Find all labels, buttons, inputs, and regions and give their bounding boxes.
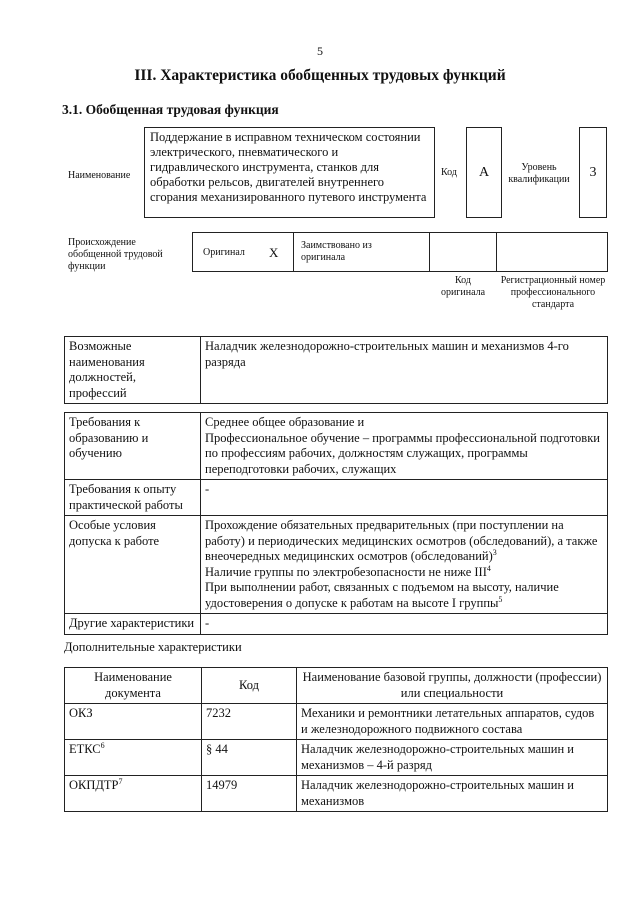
name-value: Поддержание в исправном техническом состоянии электрического, пневматического и гидравлического инструмента, станков для обработки рельсов, двигателей внутреннего сгорания механизированного путевого инструмента [144,127,435,218]
conditions-value-2 [205,565,603,581]
code-original-cell [429,232,497,272]
education-value-1: Среднее общее образование и [205,415,365,429]
education-value-cell [201,413,608,480]
conditions-value-cell [201,516,608,614]
conditions-text-1: Прохождение обязательных предварительных (при поступлении на работу) и периодических медицинских осмотров (обследований), а также внеочередных медицинских осмотров (обследований) [205,518,598,563]
additional-header-row [65,668,608,704]
reg-number-label: Регистрационный номер профессионального стандарта [500,275,606,310]
row-name: Наладчик железнодорожно-строительных машин и механизмов – 4-й разряд [297,740,608,776]
experience-row [65,480,608,516]
col-document-header: Наименование документа [65,668,202,704]
positions-table [64,336,608,404]
row-name: Механики и ремонтники летательных аппаратов, судов и железнодорожного подвижного состава [297,704,608,740]
row-code: 7232 [202,704,297,740]
other-row [65,614,608,635]
footnote-ref-4: 4 [486,563,491,573]
original-label: Оригинал [203,247,245,258]
level-label: Уровень квалификации [508,162,570,185]
conditions-label: Особые условия допуска к работе [65,516,201,614]
row-code: § 44 [202,740,297,776]
row-doc [65,776,202,812]
positions-value: Наладчик железнодорожно-строительных машин и механизмов 4-го разряда [201,337,608,404]
table-row [65,740,608,776]
table-row [65,776,608,812]
conditions-value-1 [205,518,603,565]
row-doc-sup: 7 [118,776,123,786]
other-value: - [201,614,608,635]
other-label: Другие характеристики [65,614,201,635]
borrowed-label: Заимствовано из оригинала [301,240,372,263]
row-doc-text: ОКПДТР [69,778,119,792]
row-doc-text: ЕТКС [69,742,101,756]
additional-table [64,667,608,812]
code-label: Код [441,167,457,178]
additional-title: Дополнительные характеристики [64,640,242,654]
level-value: 3 [579,127,607,218]
experience-label: Требования к опыту практической работы [65,480,201,516]
original-mark: X [269,245,279,260]
positions-row [65,337,608,404]
footnote-ref-5: 5 [498,594,503,604]
education-label: Требования к образованию и обучению [65,413,201,480]
original-cell [192,232,294,272]
col-name-header: Наименование базовой группы, должности (профессии) или специальности [297,668,608,704]
education-value-2: Профессиональное обучение – программы профессиональной подготовки по профессиям рабочих, должностям служащих, программы переподготовки рабочих, служащих [205,430,600,476]
row-doc [65,704,202,740]
row-code: 14979 [202,776,297,812]
row-doc [65,740,202,776]
code-original-label: Код оригинала [440,275,486,298]
row-name: Наладчик железнодорожно-строительных машин и механизмов [297,776,608,812]
name-label: Наименование [68,170,131,181]
row-doc-text: ОКЗ [69,706,93,720]
conditions-text-3: При выполнении работ, связанных с подъемом на высоту, наличие удостоверения о допуске к работам на высоте I группы [205,580,559,610]
page-number: 5 [317,44,323,58]
conditions-row [65,516,608,614]
footnote-ref-3: 3 [492,547,497,557]
code-value: А [466,127,502,218]
conditions-text-2: Наличие группы по электробезопасности не ниже III [205,564,487,579]
subsection-title: 3.1. Обобщенная трудовая функция [62,102,279,117]
borrowed-cell [293,232,430,272]
conditions-value-3 [205,580,603,611]
section-title: III. Характеристика обобщенных трудовых функций [134,67,506,84]
requirements-table [64,412,608,635]
education-row [65,413,608,480]
table-row [65,704,608,740]
row-doc-sup: 6 [100,740,105,750]
col-code-header: Код [202,668,297,704]
reg-number-cell [496,232,608,272]
positions-label: Возможные наименования должностей, профессий [65,337,201,404]
origin-label: Происхождение обобщенной трудовой функции [68,237,163,272]
experience-value: - [201,480,608,516]
